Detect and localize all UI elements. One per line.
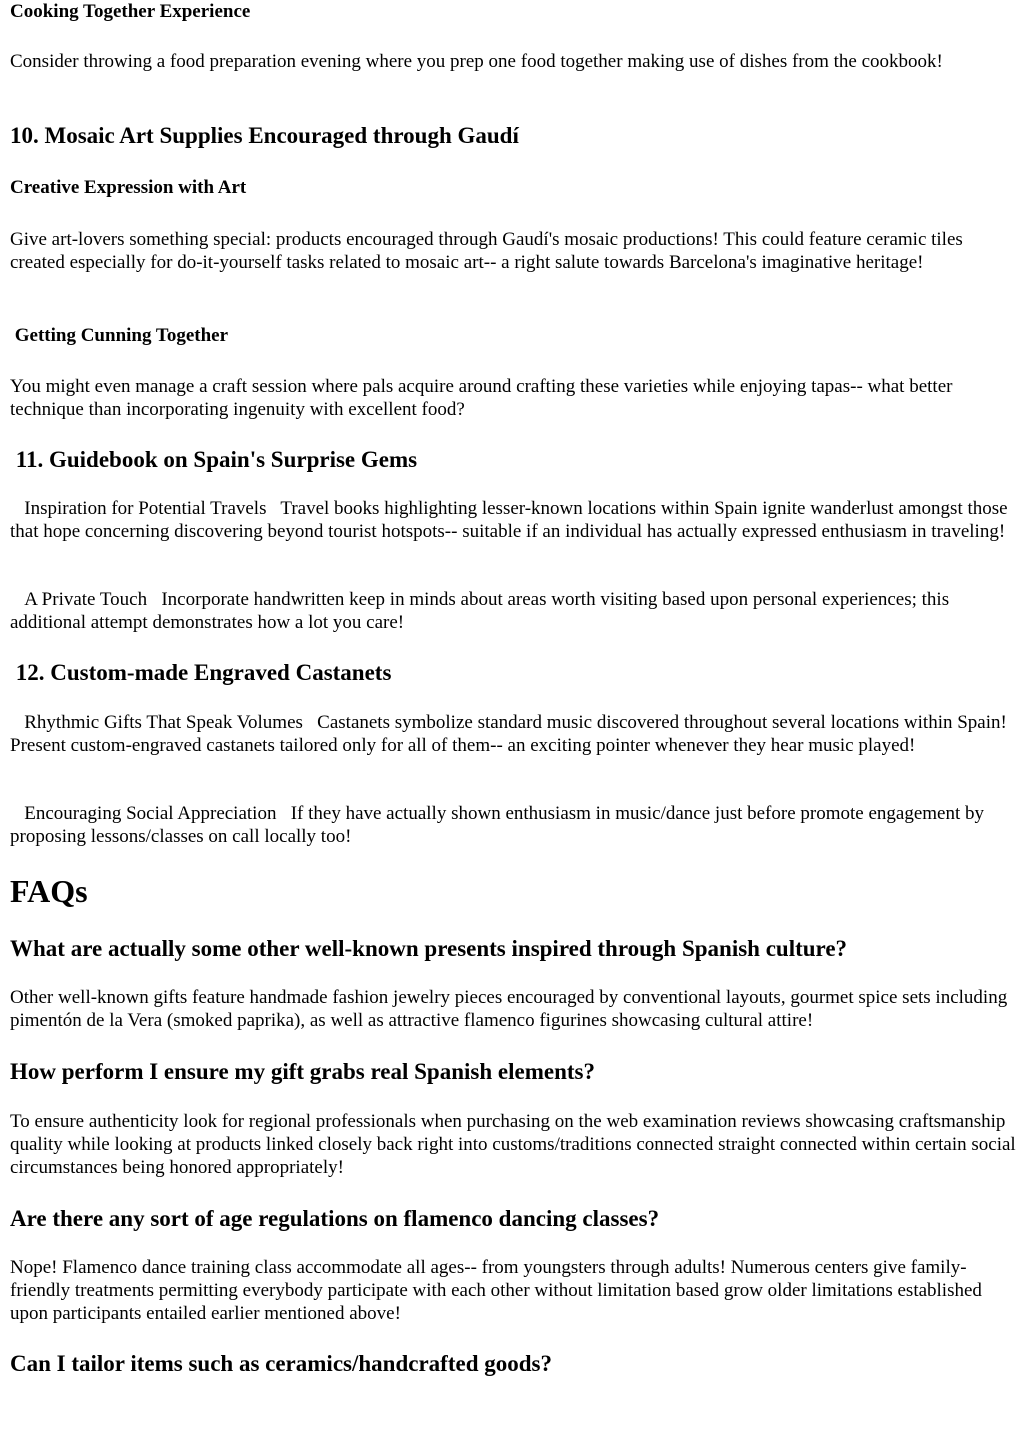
faq-answer-authentic-elements: To ensure authenticity look for regional professionals when purchasing on the web examination reviews showcasing craftsmanship quality while looking at products linked closely back right into customs/traditions connected straight connected within certain social circumstances being honored appropriately!	[10, 1111, 1016, 1178]
heading-10-mosaic-art-supplies: 10. Mosaic Art Supplies Encouraged through Gaudí	[10, 123, 519, 148]
paragraph-rhythmic-gifts: Rhythmic Gifts That Speak Volumes Castanets symbolize standard music discovered throughout several locations within Spain! Present custom-engraved castanets tailored only for all of them-- an exciting pointer whenever they hear music played!	[10, 712, 1012, 756]
paragraph-gaudi-mosaic-gifts: Give art-lovers something special: products encouraged through Gaudí's mosaic productions! This could feature ceramic tiles created especially for do-it-yourself tasks related to mosaic art-- a right salute towards Barcelona's imaginative heritage!	[10, 229, 963, 273]
paragraph-craft-session: You might even manage a craft session where pals acquire around crafting these varieties while enjoying tapas-- what better technique than incorporating ingenuity with excellent food?	[10, 376, 953, 420]
subheading-cooking-together-experience: Cooking Together Experience	[10, 1, 251, 22]
faq-question-age-restrictions: Are there any sort of age regulations on flamenco dancing classes?	[10, 1206, 660, 1231]
subheading-getting-cunning-together: Getting Cunning Together	[10, 325, 229, 346]
faq-answer-popular-gifts: Other well-known gifts feature handmade fashion jewelry pieces encouraged by conventional layouts, gourmet spice sets including pimentón de la Vera (smoked paprika), as well as attractive flamenco figurines showcasing cultural attire!	[10, 987, 1008, 1031]
faqs-heading: FAQs	[10, 873, 88, 909]
paragraph-cooking-evening: Consider throwing a food preparation evening where you prep one food together making use of dishes from the cookbook!	[10, 51, 943, 72]
paragraph-social-appreciation: Encouraging Social Appreciation If they have actually shown enthusiasm in music/dance just before promote engagement by proposing lessons/classes on call locally too!	[10, 803, 989, 847]
heading-12-engraved-castanets: 12. Custom-made Engraved Castanets	[10, 660, 392, 685]
heading-11-guidebook-spain: 11. Guidebook on Spain's Surprise Gems	[10, 447, 418, 472]
faq-question-authentic-elements: How perform I ensure my gift grabs real Spanish elements?	[10, 1059, 595, 1084]
faq-question-customize-items: Can I tailor items such as ceramics/handcrafted goods?	[10, 1351, 552, 1376]
faq-answer-age-restrictions: Nope! Flamenco dance training class accommodate all ages-- from youngsters through adults! Numerous centers give family-friendly treatments permitting everybody participate with each other without limitation based grow older limitations established upon participants entailed earlier mentioned above!	[10, 1257, 982, 1324]
subheading-creative-expression: Creative Expression with Art	[10, 177, 247, 198]
paragraph-inspiration-travels: Inspiration for Potential Travels Travel books highlighting lesser-known locations within Spain ignite wanderlust amongst those that hope concerning discovering beyond tourist hotspots-- suitable if an individual has actually expressed enthusiasm in traveling!	[10, 498, 1013, 542]
paragraph-private-touch: A Private Touch Incorporate handwritten keep in minds about areas worth visiting based upon personal experiences; this additional attempt demonstrates how a lot you care!	[10, 589, 954, 633]
faq-question-popular-gifts: What are actually some other well-known presents inspired through Spanish culture?	[10, 936, 848, 961]
